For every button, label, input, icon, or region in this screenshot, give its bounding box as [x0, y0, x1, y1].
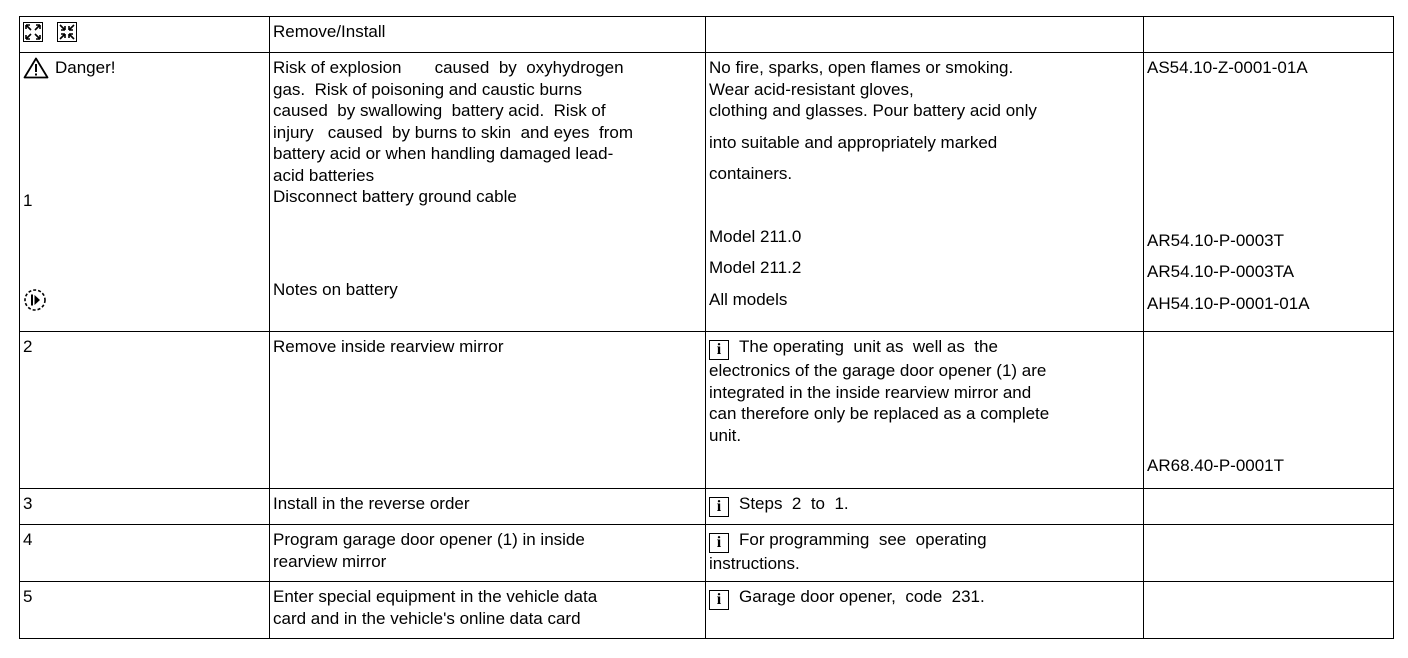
- info-icon: i: [709, 590, 729, 610]
- ref-cell: [1144, 332, 1394, 489]
- ref-cell: [1144, 489, 1394, 525]
- notes-icon[interactable]: [23, 288, 266, 312]
- document-ref-link[interactable]: AS54.10-Z-0001-01A: [1147, 58, 1308, 77]
- safety-row: [20, 53, 1394, 332]
- notes-link[interactable]: Notes on battery: [273, 280, 398, 300]
- model-label: Model 211.0: [709, 226, 802, 246]
- document-ref-link[interactable]: AR54.10-P-0003T: [1147, 230, 1285, 250]
- info-text: The operating unit as well as the: [739, 337, 998, 356]
- safety-text-cell: [270, 53, 706, 332]
- document-ref-link[interactable]: AR68.40-P-0001T: [1147, 456, 1285, 475]
- header-empty-cell: [1144, 17, 1394, 53]
- measure-line: into suitable and appropriately marked: [709, 132, 998, 152]
- step-number: 2: [20, 332, 270, 489]
- step-number: 5: [20, 582, 270, 639]
- measure-line: Wear acid-resistant gloves,: [709, 79, 914, 99]
- table-row: [20, 525, 1394, 582]
- step-text: Enter special equipment in the vehicle data: [273, 587, 598, 606]
- measure-line: containers.: [709, 164, 793, 184]
- info-text: instructions.: [709, 554, 800, 573]
- step-text-cell: [270, 582, 706, 639]
- header-icons-cell: [20, 17, 270, 53]
- step-number: 4: [20, 525, 270, 582]
- expand-arrows-icon[interactable]: [23, 22, 43, 42]
- info-text: electronics of the garage door opener (1) are: [709, 361, 1047, 380]
- info-icon: i: [709, 533, 729, 553]
- table-row: [20, 332, 1394, 489]
- step-number: 3: [20, 489, 270, 525]
- step-text: Program garage door opener (1) in inside: [273, 530, 585, 549]
- info-icon: i: [709, 340, 729, 360]
- collapse-arrows-icon[interactable]: [57, 22, 77, 42]
- header-empty-cell: [706, 17, 1144, 53]
- info-text: unit.: [709, 425, 742, 445]
- info-text: Garage door opener, code 231.: [739, 587, 985, 606]
- header-row: [20, 17, 1394, 53]
- risk-line: gas. Risk of poisoning and caustic burns: [273, 79, 583, 99]
- risk-line: caused by swallowing battery acid. Risk of: [273, 101, 606, 121]
- safety-ref-cell: [1144, 53, 1394, 332]
- measure-line: No fire, sparks, open flames or smoking.: [709, 58, 1014, 77]
- info-icon: i: [709, 497, 729, 517]
- info-text: For programming see operating: [739, 530, 987, 549]
- safety-measure-cell: [706, 53, 1144, 332]
- document-ref-link[interactable]: AH54.10-P-0001-01A: [1147, 293, 1310, 313]
- table-row: [20, 582, 1394, 639]
- info-text: can therefore only be replaced as a complete: [709, 404, 1050, 424]
- safety-label-cell: [20, 53, 270, 332]
- step-text: card and in the vehicle's online data card: [273, 608, 581, 628]
- measure-line: clothing and glasses. Pour battery acid only: [709, 101, 1037, 121]
- table-row: [20, 489, 1394, 525]
- risk-line: battery acid or when handling damaged lead-: [273, 144, 614, 164]
- info-text: integrated in the inside rearview mirror and: [709, 382, 1032, 402]
- risk-line: acid batteries: [273, 165, 375, 185]
- risk-line: injury caused by burns to skin and eyes from: [273, 122, 634, 142]
- procedure-table: [19, 16, 1394, 639]
- document-ref-link[interactable]: AR54.10-P-0003TA: [1147, 262, 1295, 282]
- step-text-cell: [270, 525, 706, 582]
- info-text: Steps 2 to 1.: [739, 494, 849, 513]
- info-cell: [706, 582, 1144, 639]
- danger-label: Danger!: [55, 58, 116, 78]
- step-number: 1: [23, 191, 33, 210]
- step-text: Disconnect battery ground cable: [273, 187, 517, 207]
- step-text: Install in the reverse order: [270, 489, 706, 525]
- risk-line: Risk of explosion caused by oxyhydrogen: [273, 58, 624, 77]
- ref-cell: [1144, 582, 1394, 639]
- info-cell: [706, 332, 1144, 489]
- info-cell: [706, 489, 1144, 525]
- step-text: Remove inside rearview mirror: [270, 332, 706, 489]
- step-text: rearview mirror: [273, 551, 387, 571]
- page-title: Remove/Install: [270, 17, 706, 53]
- model-label: Model 211.2: [709, 258, 802, 278]
- model-label: All models: [709, 290, 788, 310]
- warning-triangle-icon: [23, 57, 49, 79]
- ref-cell: [1144, 525, 1394, 582]
- info-cell: [706, 525, 1144, 582]
